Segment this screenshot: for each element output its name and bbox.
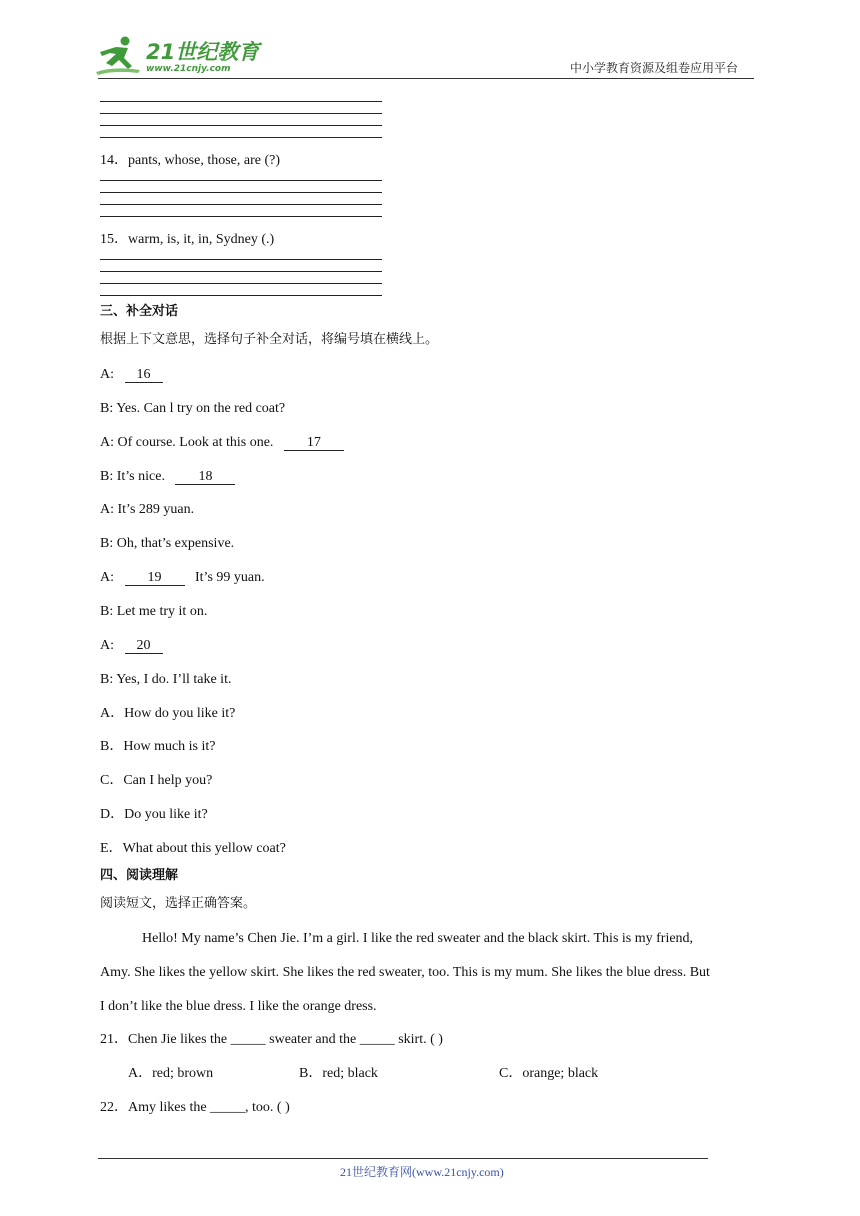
option-text: How do you like it?: [124, 706, 236, 721]
dialogue-line-7: [100, 569, 265, 587]
question-21: [100, 1031, 443, 1049]
section-4-instruction: 阅读短文，选择正确答案。: [100, 896, 257, 911]
option-text: What about this yellow coat?: [122, 841, 286, 856]
question-number: 15．: [100, 232, 128, 247]
q21-option-a[interactable]: [128, 1065, 213, 1083]
dialogue-line-3: [100, 434, 344, 452]
answer-line: [100, 259, 382, 260]
answer-line: [100, 216, 382, 217]
option-text: Do you like it?: [124, 807, 208, 822]
dialogue-line-2: [100, 400, 285, 418]
dialogue-text: It’s nice.: [116, 469, 165, 484]
answer-line: [100, 113, 382, 114]
footer-divider: [98, 1158, 708, 1159]
answer-line: [100, 125, 382, 126]
dialogue-line-8: [100, 603, 207, 621]
logo-url-text: www.21cnjy.com: [146, 64, 231, 74]
footer-text[interactable]: 21世纪教育网(www.21cnjy.com): [340, 1165, 504, 1179]
speaker: A:: [100, 367, 114, 382]
question-14: [100, 152, 280, 170]
dialogue-text: Yes, I do. I’ll take it.: [116, 672, 232, 687]
speaker: A:: [100, 570, 114, 585]
dialogue-text: It’s 289 yuan.: [117, 502, 195, 517]
dialogue-line-10: [100, 671, 231, 689]
answer-line: [100, 295, 382, 296]
answer-blank-19[interactable]: 19: [125, 569, 185, 587]
section-3-instruction: 根据上下文意思，选择句子补全对话，将编号填在横线上。: [100, 332, 439, 347]
option-e: [100, 840, 286, 858]
answer-blank-16[interactable]: 16: [125, 366, 163, 384]
header-divider: [98, 78, 754, 79]
speaker: B:: [100, 469, 114, 484]
logo-main-text: 21世纪教育: [146, 40, 260, 64]
answer-blank-17[interactable]: 17: [284, 434, 344, 452]
option-c: [100, 772, 212, 790]
question-22: [100, 1099, 290, 1117]
question-number: 21．: [100, 1032, 128, 1047]
question-number: 14．: [100, 153, 128, 168]
speaker: A:: [100, 435, 114, 450]
passage-line-2: Amy. She likes the yellow skirt. She likes the red sweater, too. This is my mum. She likes the blue dress. But: [100, 965, 710, 980]
question-text: Chen Jie likes the _____ sweater and the _____ skirt. ( ): [128, 1032, 443, 1047]
answer-line: [100, 204, 382, 205]
option-letter: C．: [499, 1066, 523, 1081]
site-tagline: 中小学教育资源及组卷应用平台: [570, 61, 739, 75]
option-d: [100, 806, 208, 824]
dialogue-text: Oh, that’s expensive.: [116, 536, 235, 551]
dialogue-line-1: [100, 366, 163, 384]
option-text: red; brown: [152, 1066, 214, 1081]
option-letter: B．: [100, 739, 124, 754]
option-letter: B．: [299, 1066, 323, 1081]
q21-option-c[interactable]: [499, 1065, 598, 1083]
dialogue-line-6: [100, 535, 234, 553]
option-letter: E．: [100, 841, 123, 856]
answer-line: [100, 101, 382, 102]
question-text: Amy likes the _____, too. ( ): [128, 1100, 290, 1115]
section-3-title: 三、补全对话: [100, 304, 179, 319]
question-number: 22．: [100, 1100, 128, 1115]
dialogue-text: Let me try it on.: [116, 604, 208, 619]
dialogue-text: Of course. Look at this one.: [117, 435, 274, 450]
option-text: How much is it?: [123, 739, 216, 754]
option-text: Can I help you?: [123, 773, 213, 788]
option-letter: D．: [100, 807, 125, 822]
question-15: [100, 231, 274, 249]
option-letter: A．: [100, 706, 125, 721]
runner-logo-icon: [94, 36, 142, 76]
answer-blank-18[interactable]: 18: [175, 468, 235, 486]
passage-line-3: I don’t like the blue dress. I like the orange dress.: [100, 999, 377, 1014]
speaker: A:: [100, 638, 114, 653]
dialogue-line-9: [100, 637, 163, 655]
option-text: orange; black: [522, 1066, 599, 1081]
question-text: pants, whose, those, are (?): [128, 153, 281, 168]
option-b: [100, 738, 216, 756]
option-letter: C．: [100, 773, 124, 788]
passage-line-1: Hello! My name’s Chen Jie. I’m a girl. I like the red sweater and the black skirt. This is my friend,: [142, 931, 694, 946]
q21-option-b[interactable]: [299, 1065, 378, 1083]
header: [0, 0, 860, 80]
speaker: B:: [100, 401, 114, 416]
dialogue-line-4: [100, 468, 235, 486]
dialogue-text: It’s 99 yuan.: [195, 570, 265, 585]
answer-blank-20[interactable]: 20: [125, 637, 163, 655]
option-text: red; black: [322, 1066, 378, 1081]
answer-line: [100, 271, 382, 272]
answer-line: [100, 180, 382, 181]
speaker: A:: [100, 502, 114, 517]
option-letter: A．: [128, 1066, 153, 1081]
dialogue-text: Yes. Can l try on the red coat?: [116, 401, 286, 416]
section-4-title: 四、阅读理解: [100, 868, 179, 883]
answer-line: [100, 192, 382, 193]
option-a: [100, 705, 235, 723]
speaker: B:: [100, 672, 114, 687]
speaker: B:: [100, 604, 114, 619]
question-text: warm, is, it, in, Sydney (.): [128, 232, 275, 247]
answer-line: [100, 137, 382, 138]
dialogue-line-5: [100, 501, 194, 519]
speaker: B:: [100, 536, 114, 551]
answer-line: [100, 283, 382, 284]
